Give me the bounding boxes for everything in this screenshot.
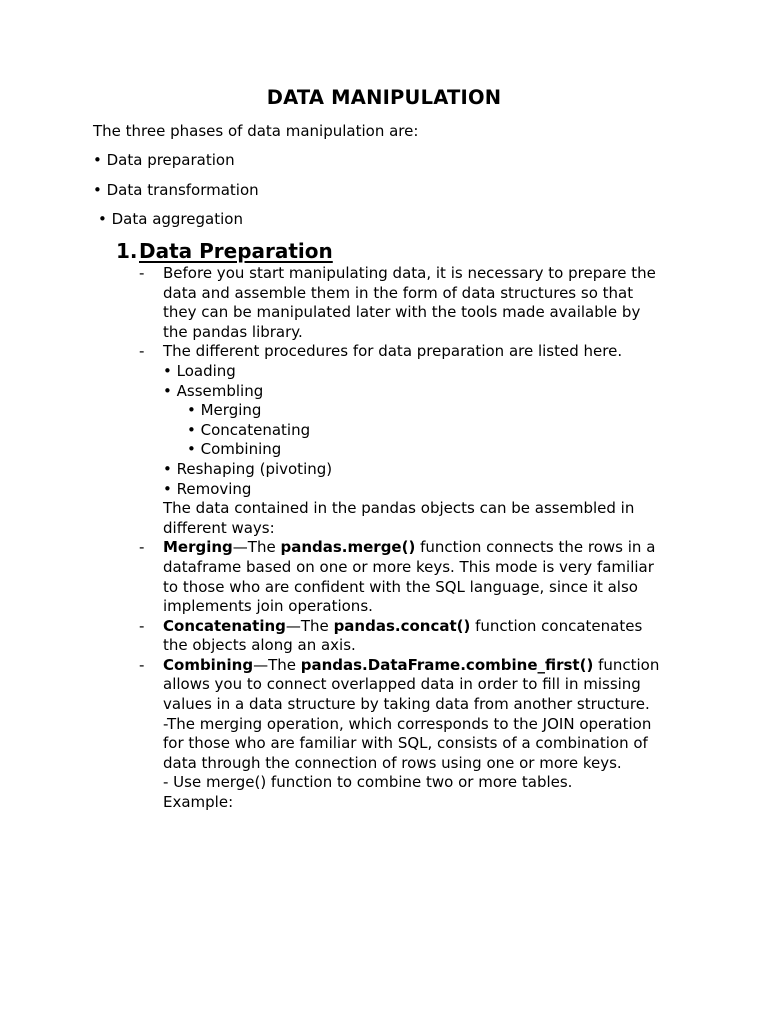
section-number: 1. bbox=[116, 239, 138, 263]
procedure-combining: • Combining bbox=[187, 440, 282, 459]
list-item-combining bbox=[139, 656, 699, 813]
paragraph-line: The data contained in the pandas objects can be assembled in bbox=[163, 499, 635, 518]
paragraph-line: implements join operations. bbox=[163, 597, 373, 616]
procedure-removing: • Removing bbox=[163, 479, 252, 498]
intro-text: The three phases of data manipulation are: bbox=[93, 122, 419, 140]
function-name: pandas.DataFrame.combine_first() bbox=[300, 655, 594, 674]
line-rest: function concatenates bbox=[470, 616, 643, 635]
dash-marker: - bbox=[139, 655, 145, 674]
list-item-merging bbox=[139, 538, 699, 616]
line-rest: function bbox=[593, 655, 660, 674]
paragraph-line: the pandas library. bbox=[163, 322, 303, 341]
paragraph-line: the objects along an axis. bbox=[163, 636, 356, 655]
paragraph-line: data and assemble them in the form of data structures so that bbox=[163, 283, 634, 302]
paragraph-line: they can be manipulated later with the tools made available by bbox=[163, 303, 641, 322]
procedure-reshaping: • Reshaping (pivoting) bbox=[163, 459, 333, 478]
dash-marker: - bbox=[139, 264, 145, 282]
paragraph-line: Before you start manipulating data, it is necessary to prepare the bbox=[163, 264, 656, 282]
list-item bbox=[139, 342, 699, 538]
procedure-assembling: • Assembling bbox=[163, 381, 264, 400]
function-name: pandas.merge() bbox=[280, 538, 416, 557]
paragraph-line: dataframe based on one or more keys. This mode is very familiar bbox=[163, 557, 654, 576]
dash-marker: - bbox=[139, 538, 145, 557]
paragraph-line: -The merging operation, which corresponds to the JOIN operation bbox=[163, 714, 652, 733]
page-title: DATA MANIPULATION bbox=[266, 86, 502, 109]
paragraph-line: The different procedures for data preparation are listed here. bbox=[163, 342, 623, 361]
paragraph-line: values in a data structure by taking data from another structure. bbox=[163, 695, 650, 714]
paragraph-line: for those who are familiar with SQL, consists of a combination of bbox=[163, 734, 648, 753]
list-item-concatenating bbox=[139, 617, 699, 656]
term-merging: Merging bbox=[163, 538, 233, 557]
paragraph-line: allows you to connect overlapped data in order to fill in missing bbox=[163, 675, 641, 694]
phase-item-transformation: • Data transformation bbox=[93, 181, 259, 199]
procedure-loading: • Loading bbox=[163, 361, 236, 380]
paragraph-line: data through the connection of rows using one or more keys. bbox=[163, 753, 622, 772]
phase-item-aggregation: • Data aggregation bbox=[98, 210, 243, 228]
term-separator: —The bbox=[253, 655, 301, 674]
paragraph-line: to those who are confident with the SQL language, since it also bbox=[163, 577, 638, 596]
paragraph-line bbox=[163, 656, 699, 676]
paragraph-line: - Use merge() function to combine two or more tables. bbox=[163, 773, 573, 792]
term-combining: Combining bbox=[163, 655, 254, 674]
procedure-merging: • Merging bbox=[187, 401, 262, 420]
term-separator: —The bbox=[232, 538, 281, 557]
section-heading bbox=[116, 238, 333, 264]
term-separator: —The bbox=[285, 616, 334, 635]
list-item bbox=[139, 264, 699, 342]
function-name: pandas.concat() bbox=[333, 616, 471, 635]
paragraph-line: different ways: bbox=[163, 518, 275, 537]
dash-marker: - bbox=[139, 616, 145, 635]
paragraph-line: Example: bbox=[163, 793, 234, 812]
phase-item-preparation: • Data preparation bbox=[93, 151, 235, 169]
procedure-concatenating: • Concatenating bbox=[187, 420, 311, 439]
line-rest: function connects the rows in a bbox=[415, 538, 656, 557]
paragraph-line bbox=[163, 538, 699, 558]
section-title: Data Preparation bbox=[139, 239, 333, 263]
dash-marker: - bbox=[139, 342, 145, 361]
section-content bbox=[139, 264, 699, 813]
paragraph-line bbox=[163, 617, 699, 637]
term-concatenating: Concatenating bbox=[163, 616, 286, 635]
